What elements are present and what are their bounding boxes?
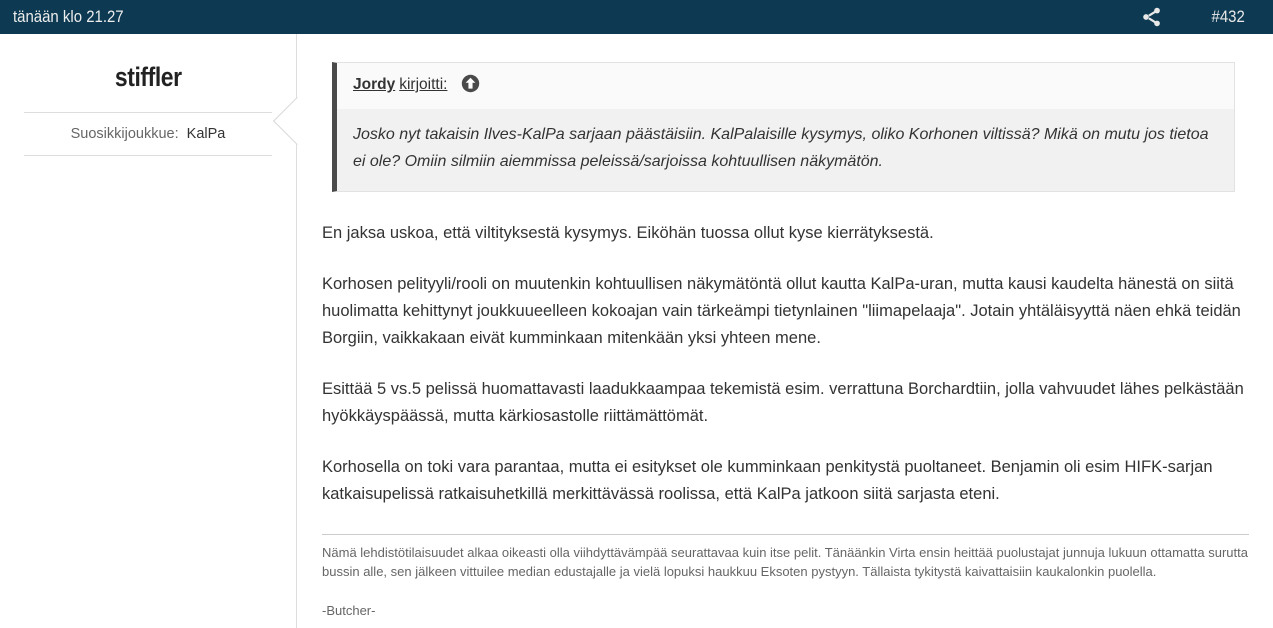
post-content-row [0, 34, 1273, 628]
share-icon[interactable] [1141, 6, 1163, 28]
author-username-link[interactable]: stiffler [114, 62, 182, 92]
arrow-circle-up-icon[interactable] [461, 74, 480, 98]
post-header-bar [0, 0, 1273, 34]
signature-name: -Butcher- [322, 603, 376, 618]
favorite-team-label: Suosikkijoukkue: [70, 126, 179, 142]
quote-author-name: Jordy [353, 76, 396, 93]
quote-text: Josko nyt takaisin Ilves-KalPa sarjaan päästäisiin. KalPalaisille kysymys, oliko Korhonen viltissä? Mikä on mutu jos tietoa ei ole? Omiin silmiin aiemmissa peleissä/sarjoissa kohtuullisen näkymätön. [337, 109, 1234, 191]
favorite-team-value: KalPa [186, 126, 226, 142]
post-paragraph: En jaksa uskoa, että viltityksestä kysymys. Eiköhän tuossa ollut kyse kierrätyksestä. [322, 224, 934, 242]
post-body [297, 34, 1273, 628]
signature-text: Nämä lehdistötilaisuudet alkaa oikeasti olla viihdyttävämpää seurattavaa kuin itse pelit. Tänäänkin Virta ensin heittää puolustajat junnuja lukuun ottamatta surutta bussin alle, sen jälkeen vittuilee median edustajalle ja vielä lopuksi haukkuu Eksoten pystyyn. Tällaista tykitystä kaivattaisiin kaukalonkin puolella. [322, 545, 1248, 579]
quote-block [332, 62, 1235, 192]
quote-wrote-label: kirjoitti: [399, 76, 448, 93]
favorite-team-row [24, 112, 272, 156]
post-paragraph: Esittää 5 vs.5 pelissä huomattavasti laadukkaampaa tekemistä esim. verrattuna Borchardtiin, jolla vahvuudet lähes pelkästään hyökkäyspäässä, mutta kärkiosastolle riittämättömät. [322, 380, 1244, 425]
post-number-link[interactable]: #432 [1211, 7, 1245, 26]
author-sidebar [0, 34, 297, 628]
quote-author-link[interactable] [353, 76, 447, 93]
signature [322, 534, 1249, 620]
post-paragraph: Korhosen pelityyli/rooli on muutenkin kohtuullisen näkymätöntä ollut kautta KalPa-uran, mutta kausi kaudelta hänestä on siitä huolimatta kehittynyt joukkuueelleen kokoajan vain tärkeämpi tietynlainen "liimapelaaja". Jotain yhtäläisyyttä näen ehkä teidän Borgiin, vaikkakaan eivät kumminkaan mitenkään yksi yhteen mene. [322, 275, 1241, 347]
quote-header [337, 63, 1234, 109]
post-paragraph: Korhosella on toki vara parantaa, mutta ei esitykset ole kumminkaan penkitystä puoltaneet. Benjamin oli esim HIFK-sarjan katkaisupelissä ratkaisuhetkillä merkittävässä roolissa, että KalPa jatkoon siitä sarjasta eteni. [322, 458, 1213, 503]
post-timestamp-link[interactable]: tänään klo 21.27 [13, 7, 124, 26]
